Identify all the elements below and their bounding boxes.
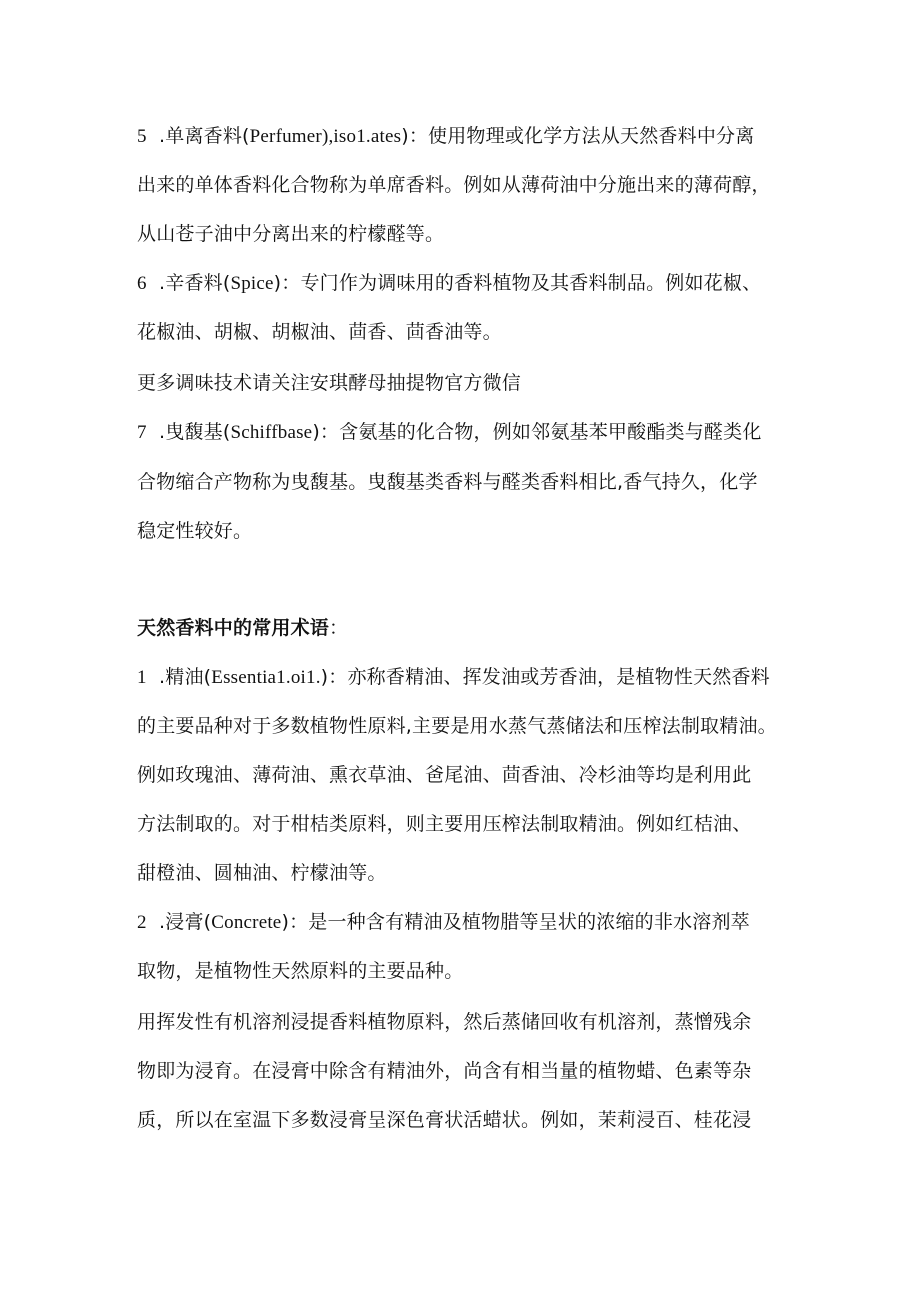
item1-line4: 方法制取的。对于柑桔类原料，则主要用压榨法制取精油。例如红桔油、 [137,813,752,835]
item6-line1 [137,270,797,297]
promo-line: 更多调味技术请关注安琪酵母抽提物官方微信 [137,372,522,394]
item5-term-a: .单离香料( [159,125,250,147]
item7-line3: 稳定性较好。 [137,520,253,542]
item6-term-a: .辛香料( [159,272,231,294]
item2-term-a: .浸膏( [159,911,212,933]
item1-line5: 甜橙油、圆柚油、柠檬油等。 [137,862,387,884]
paragraph-line2: 物即为浸育。在浸膏中除含有精油外，尚含有相当量的植物蜡、色素等杂 [137,1060,752,1082]
item5-line1 [137,123,797,150]
item1-term-a: .精油( [159,666,212,688]
item2-term-latin: Concrete [211,912,282,933]
item5-line3: 从山苍子油中分离出来的柠檬醛等。 [137,223,445,245]
item1-line3: 例如玫瑰油、薄荷油、熏衣草油、爸尾油、茴香油、冷杉油等均是利用此 [137,764,752,786]
item1-definition-start: )：亦称香精油、挥发油或芳香油，是植物性天然香料 [320,666,770,688]
item5-number: 5 [137,126,147,147]
item6-definition-start: )：专门作为调味用的香料植物及其香料制品。例如花椒、 [273,272,762,294]
section-heading [137,615,797,641]
item7-term-a: .曳馥基( [159,421,231,443]
paragraph-line3: 质，所以在室温下多数浸膏呈深色膏状活蜡状。例如，茉莉浸百、桂花浸 [137,1109,752,1131]
paragraph-line1: 用挥发性有机溶剂浸提香料植物原料，然后蒸储回收有机溶剂，蒸憎残余 [137,1011,752,1033]
item6-line2: 花椒油、胡椒、胡椒油、茴香、茴香油等。 [137,321,502,343]
item5-line2: 出来的单体香料化合物称为单席香料。例如从薄荷油中分施出来的薄荷醇， [137,174,771,196]
item7-definition-start: )：含氨基的化合物，例如邻氨基苯甲酸酯类与醛类化 [312,421,762,443]
section-heading-colon: ： [329,617,349,639]
item2-definition-start: )：是一种含有精油及植物腊等呈状的浓缩的非水溶剂萃 [281,911,750,933]
item2-line1 [137,909,797,936]
item1-term-latin: Essentia1.oi1. [211,667,321,688]
item5-definition-start: )：使用物理或化学方法从天然香料中分离 [401,125,755,147]
item6-term-latin: Spice [230,273,274,294]
item5-term-latin: Perfumer),iso1.ates [249,126,402,147]
section-heading-text: 天然香料中的常用术语 [137,617,330,639]
item7-line1 [137,419,797,446]
item7-line2: 合物缩合产物称为曳馥基。曳馥基类香料与醛类香料相比,香气持久，化学 [137,471,758,493]
item1-number: 1 [137,667,147,688]
item7-number: 7 [137,422,147,443]
item1-line1 [137,664,797,691]
item1-line2: 的主要品种对于多数植物性原料,主要是用水蒸气蒸储法和压榨法制取精油。 [137,715,777,737]
item2-number: 2 [137,912,147,933]
item6-number: 6 [137,273,147,294]
item2-line2: 取物，是植物性天然原料的主要品种。 [137,960,464,982]
item7-term-latin: Schiffbase [230,422,313,443]
